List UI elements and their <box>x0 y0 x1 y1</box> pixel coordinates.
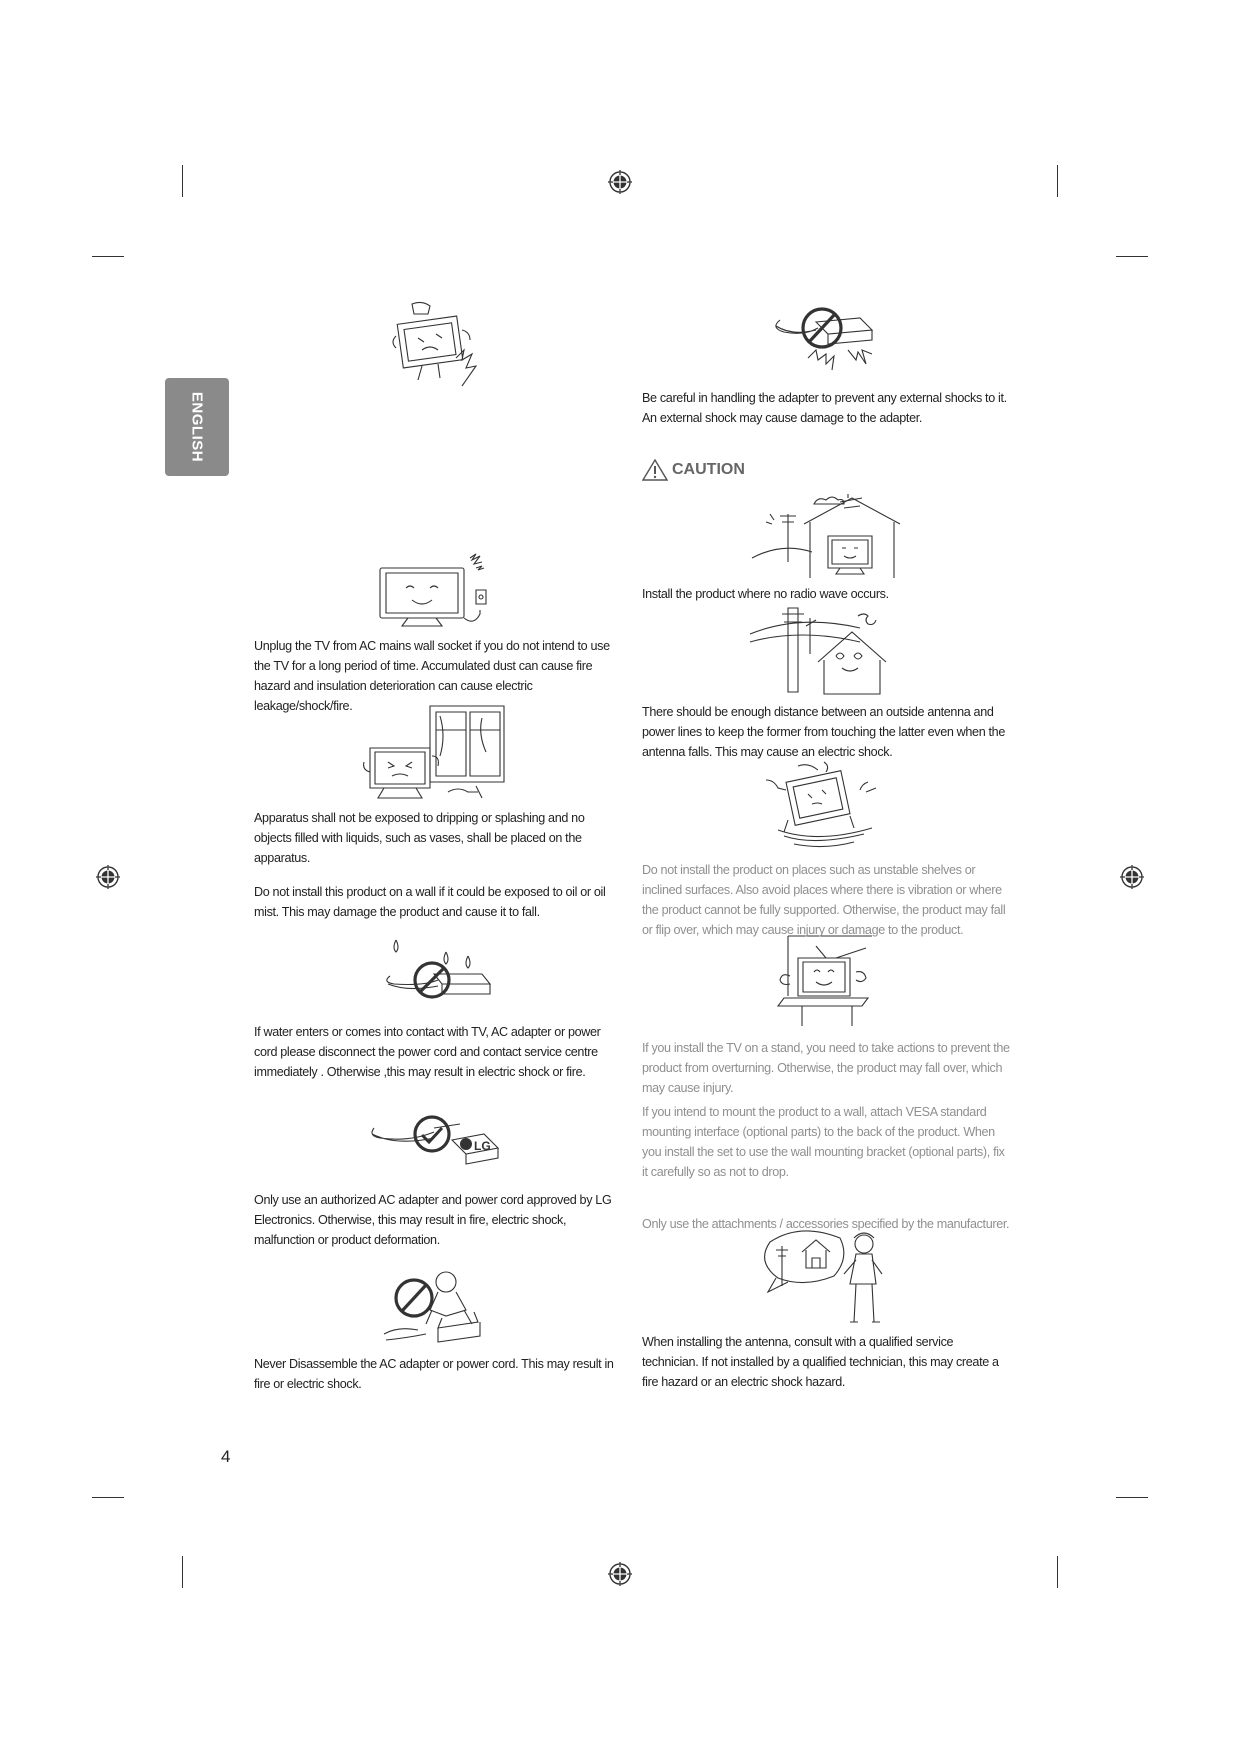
water-adapter-prohibited-illustration <box>384 938 496 1010</box>
approved-lg-adapter-illustration <box>370 1110 500 1174</box>
crop-mark <box>1116 256 1148 257</box>
language-tab <box>165 378 229 476</box>
right-paragraph-accessories: Only use the attachments / accessories specified by the manufacturer. <box>642 1217 1010 1231</box>
right-paragraph-stand-overturning: If you install the TV on a stand, you need to take actions to prevent the product from overturning. Otherwise, the product may fall over, which may cause injury. <box>642 1041 1010 1095</box>
page-number: 4 <box>221 1447 231 1466</box>
registration-mark-icon <box>608 1562 632 1586</box>
tv-electric-shock-illustration <box>392 300 482 392</box>
adapter-logo-text: LG <box>474 1139 491 1153</box>
right-paragraph-antenna-distance: There should be enough distance between an outside antenna and power lines to keep the former from touching the latter even when the antenna falls. This may cause an electric shock. <box>642 705 1005 759</box>
left-paragraph-unplug: Unplug the TV from AC mains wall socket if you do not intend to use the TV for a long period of time. Accumulated dust can cause fire hazard and insulation deterioration can cause electric leakage/shock/fire. <box>254 639 610 713</box>
crop-mark <box>1116 1497 1148 1498</box>
adapter-shock-prohibited-illustration <box>772 298 880 380</box>
crop-mark <box>1057 1556 1058 1588</box>
warning-triangle-icon <box>642 459 668 481</box>
registration-mark-icon <box>96 865 120 889</box>
left-paragraph-dripping: Apparatus shall not be exposed to dripping or splashing and no objects filled with liquids, such as vases, shall be placed on the apparatus. <box>254 811 585 865</box>
caution-heading-label: CAUTION <box>672 461 745 478</box>
registration-mark-icon <box>608 170 632 194</box>
crop-mark <box>182 1556 183 1588</box>
crop-mark <box>92 1497 124 1498</box>
language-tab-label: ENGLISH <box>188 391 206 463</box>
right-paragraph-antenna-technician: When installing the antenna, consult with a qualified service technician. If not installed by a qualified technician, this may create a fire hazard or an electric shock hazard. <box>642 1335 999 1389</box>
antenna-technician-illustration <box>760 1228 886 1324</box>
left-paragraph-oil-mist: Do not install this product on a wall if it could be exposed to oil or oil mist. This may damage the product and cause it to fall. <box>254 885 606 919</box>
caution-heading <box>642 457 745 483</box>
right-paragraph-unstable-shelves: Do not install the product on places such as unstable shelves or inclined surfaces. Also avoid places where there is vibration or where the product cannot be fully supported. Otherwise, the product may fall or flip over, which may cause injury or damage to the product. <box>642 863 1006 937</box>
crop-mark <box>182 165 183 197</box>
unplugged-tv-illustration <box>378 548 490 632</box>
right-paragraph-wall-mount: If you intend to mount the product to a wall, attach VESA standard mounting interface (optional parts) to the back of the product. When you install the set to use the wall mounting bracket (optional parts), fix it carefully so as not to drop. <box>642 1105 1005 1179</box>
left-paragraph-never-disassemble: Never Disassemble the AC adapter or power cord. This may result in fire or electric shock. <box>254 1357 614 1391</box>
left-paragraph-water-contact: If water enters or comes into contact with TV, AC adapter or power cord please disconnect the power cord and contact service centre immediately . Otherwise ,this may result in electric shock or fire. <box>254 1025 601 1079</box>
crop-mark <box>1057 165 1058 197</box>
tv-wall-strap-illustration <box>776 936 872 1026</box>
house-antenna-radio-wave-illustration <box>752 494 902 580</box>
right-paragraph-adapter-shock: Be careful in handling the adapter to prevent any external shocks to it. An external shock may cause damage to the adapter. <box>642 391 1007 425</box>
right-paragraph-radio-wave: Install the product where no radio wave occurs. <box>642 587 889 601</box>
crop-mark <box>92 256 124 257</box>
left-paragraph-authorized-adapter: Only use an authorized AC adapter and power cord approved by LG Electronics. Otherwise, this may result in fire, electric shock, malfunction or product deformation. <box>254 1193 612 1247</box>
tv-falling-shelf-illustration <box>760 762 888 850</box>
antenna-power-line-illustration <box>750 604 898 696</box>
registration-mark-icon <box>1120 865 1144 889</box>
disassemble-adapter-prohibited-illustration <box>384 1268 494 1352</box>
